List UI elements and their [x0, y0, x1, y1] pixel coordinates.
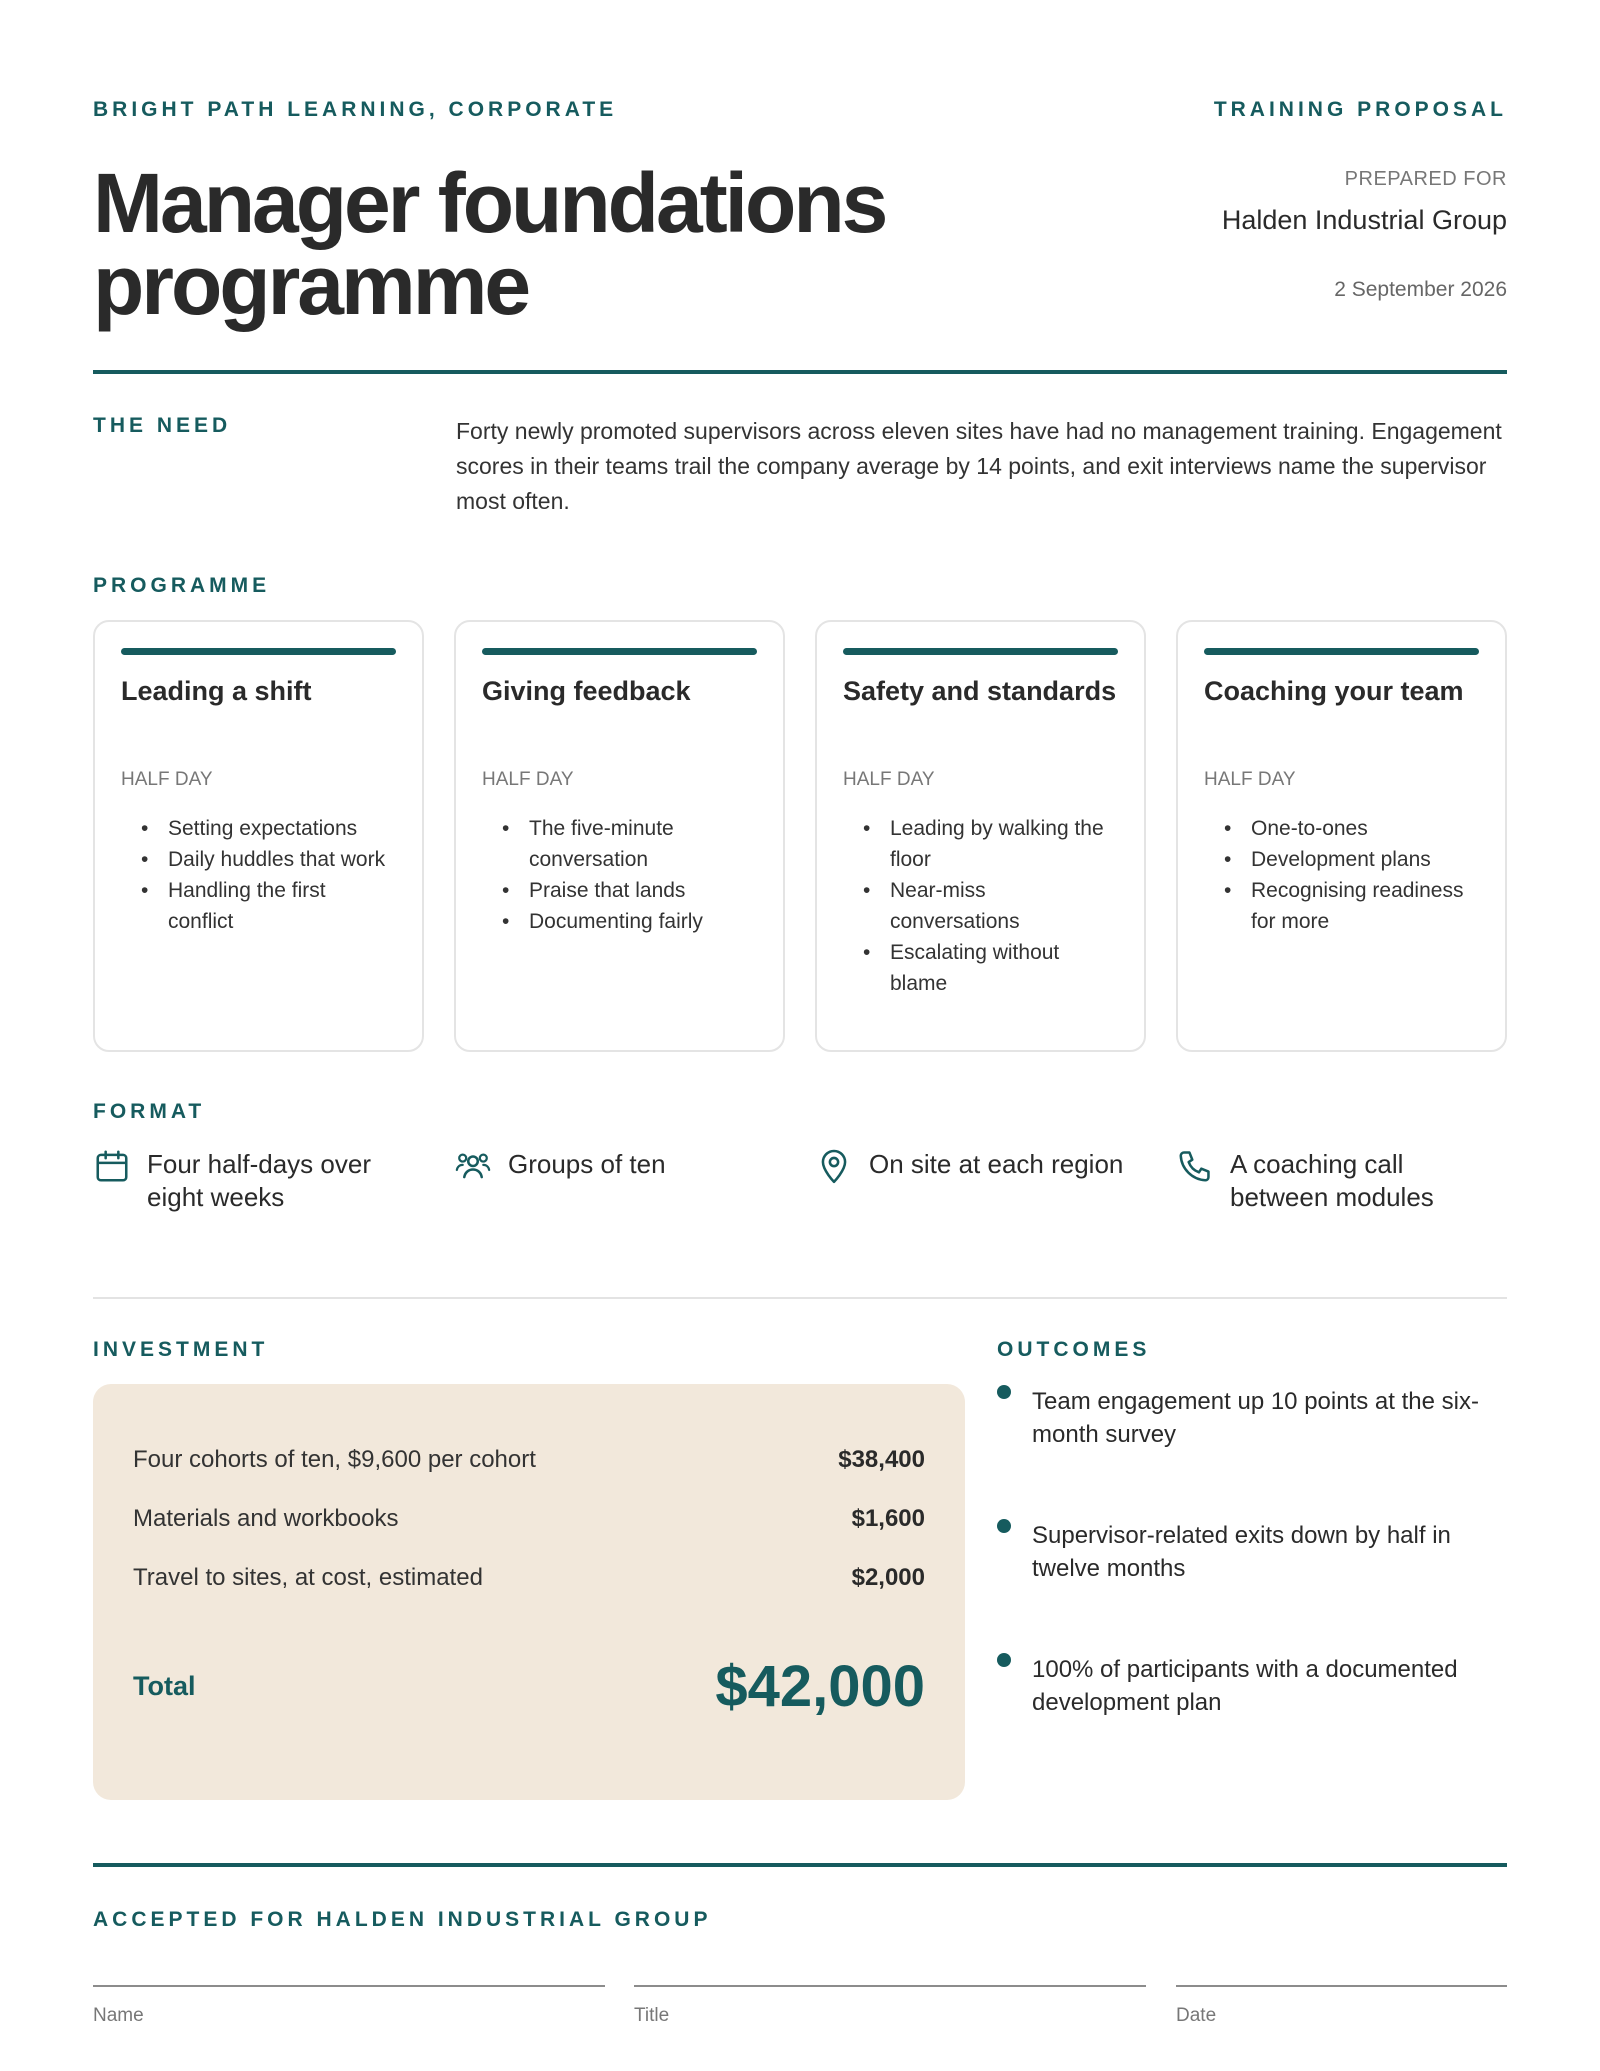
acceptance-divider [93, 1863, 1507, 1867]
bullet-dot-icon [997, 1519, 1011, 1533]
signature-label: Date [1176, 2005, 1217, 2026]
investment-total [133, 1653, 925, 1720]
investment-line [133, 1548, 925, 1607]
module-duration: HALF DAY [1204, 769, 1296, 790]
investment-amount: $2,000 [851, 1563, 925, 1591]
module-card [93, 620, 424, 1052]
programme-heading: PROGRAMME [93, 574, 271, 597]
outcomes-heading: OUTCOMES [997, 1338, 1151, 1361]
need-heading: THE NEED [93, 414, 232, 437]
prepared-for-block [1222, 168, 1507, 302]
module-accent-bar [121, 648, 396, 655]
group-icon [454, 1147, 492, 1185]
outcomes-list [997, 1385, 1507, 1787]
module-card [454, 620, 785, 1052]
module-duration: HALF DAY [121, 769, 213, 790]
format-item [1176, 1148, 1507, 1214]
investment-line [133, 1489, 925, 1548]
client-name: Halden Industrial Group [1221, 205, 1507, 235]
format-heading: FORMAT [93, 1100, 206, 1123]
module-title: Leading a shift [121, 676, 312, 706]
format-text: Groups of ten [508, 1149, 666, 1179]
module-topic: • One-to-ones [1224, 813, 1479, 844]
module-topic: • Praise that lands [502, 875, 757, 906]
format-text: Four half-days over eight weeks [147, 1149, 371, 1212]
module-topic: • Development plans [1224, 844, 1479, 875]
module-topics [482, 813, 757, 937]
investment-amount: $1,600 [851, 1504, 925, 1532]
acceptance-heading: ACCEPTED FOR HALDEN INDUSTRIAL GROUP [93, 1908, 712, 1931]
programme-modules [93, 620, 1507, 1052]
header-bar [93, 98, 1507, 122]
module-card [815, 620, 1146, 1052]
module-accent-bar [482, 648, 757, 655]
total-label: Total [133, 1671, 196, 1701]
document-type: TRAINING PROPOSAL [1213, 98, 1507, 121]
module-topic: • Near-miss conversations [863, 875, 1118, 937]
module-topic: • Escalating without blame [863, 937, 1118, 999]
module-topic: • Daily huddles that work [141, 844, 396, 875]
format-item [93, 1148, 424, 1214]
module-topic: • Handling the first conflict [141, 875, 396, 937]
outcome-item [997, 1519, 1507, 1653]
outcome-text: Team engagement up 10 points at the six-month survey [1032, 1388, 1479, 1448]
outcome-item [997, 1385, 1507, 1519]
outcome-item [997, 1653, 1507, 1787]
section-divider [93, 1297, 1507, 1299]
company-name: BRIGHT PATH LEARNING, CORPORATE [93, 98, 618, 121]
phone-icon [1176, 1147, 1214, 1185]
format-text: On site at each region [869, 1149, 1124, 1179]
signature-line [93, 1985, 605, 1987]
outcome-text: 100% of participants with a documented development plan [1032, 1656, 1458, 1716]
proposal-date: 2 September 2026 [1334, 278, 1507, 301]
need-text: Forty newly promoted supervisors across eleven sites have had no management training. Engagement scores in their teams trail the company average by 14 points, and exit interviews name the supervisor most often. [456, 418, 1502, 514]
module-card [1176, 620, 1507, 1052]
prepared-for-label: PREPARED FOR [1344, 168, 1507, 190]
module-topics [121, 813, 396, 937]
module-topic: • The five-minute conversation [502, 813, 757, 875]
module-topic: • Setting expectations [141, 813, 396, 844]
bullet-dot-icon [997, 1653, 1011, 1667]
page-title: Manager foundations programme [93, 156, 886, 332]
module-topics [1204, 813, 1479, 937]
module-topic: • Documenting fairly [502, 906, 757, 937]
module-title: Coaching your team [1204, 676, 1464, 706]
format-text: A coaching call between modules [1230, 1149, 1434, 1212]
module-topic: • Leading by walking the floor [863, 813, 1118, 875]
location-pin-icon [815, 1147, 853, 1185]
signature-field-name[interactable] [93, 1985, 605, 2045]
module-duration: HALF DAY [843, 769, 935, 790]
investment-amount: $38,400 [838, 1445, 925, 1473]
signature-label: Name [93, 2005, 144, 2026]
module-title: Giving feedback [482, 676, 691, 706]
module-topic: • Recognising readiness for more [1224, 875, 1479, 937]
total-value: $42,000 [715, 1654, 925, 1719]
calendar-icon [93, 1147, 131, 1185]
signature-field-date[interactable] [1176, 1985, 1507, 2045]
investment-box [93, 1384, 965, 1800]
investment-item: Travel to sites, at cost, estimated [133, 1563, 483, 1591]
format-item [815, 1148, 1146, 1214]
outcome-text: Supervisor-related exits down by half in twelve months [1032, 1522, 1451, 1582]
investment-line [133, 1430, 925, 1489]
signature-line [1176, 1985, 1507, 1987]
module-accent-bar [843, 648, 1118, 655]
signature-field-title[interactable] [634, 1985, 1146, 2045]
module-title: Safety and standards [843, 676, 1117, 706]
module-duration: HALF DAY [482, 769, 574, 790]
module-topics [843, 813, 1118, 999]
module-accent-bar [1204, 648, 1479, 655]
investment-heading: INVESTMENT [93, 1338, 269, 1361]
header-divider [93, 370, 1507, 374]
signature-line [634, 1985, 1146, 1987]
signature-label: Title [634, 2005, 670, 2026]
format-item [454, 1148, 785, 1214]
bullet-dot-icon [997, 1385, 1011, 1399]
investment-item: Materials and workbooks [133, 1504, 399, 1532]
investment-item: Four cohorts of ten, $9,600 per cohort [133, 1445, 536, 1473]
format-list [93, 1148, 1507, 1214]
